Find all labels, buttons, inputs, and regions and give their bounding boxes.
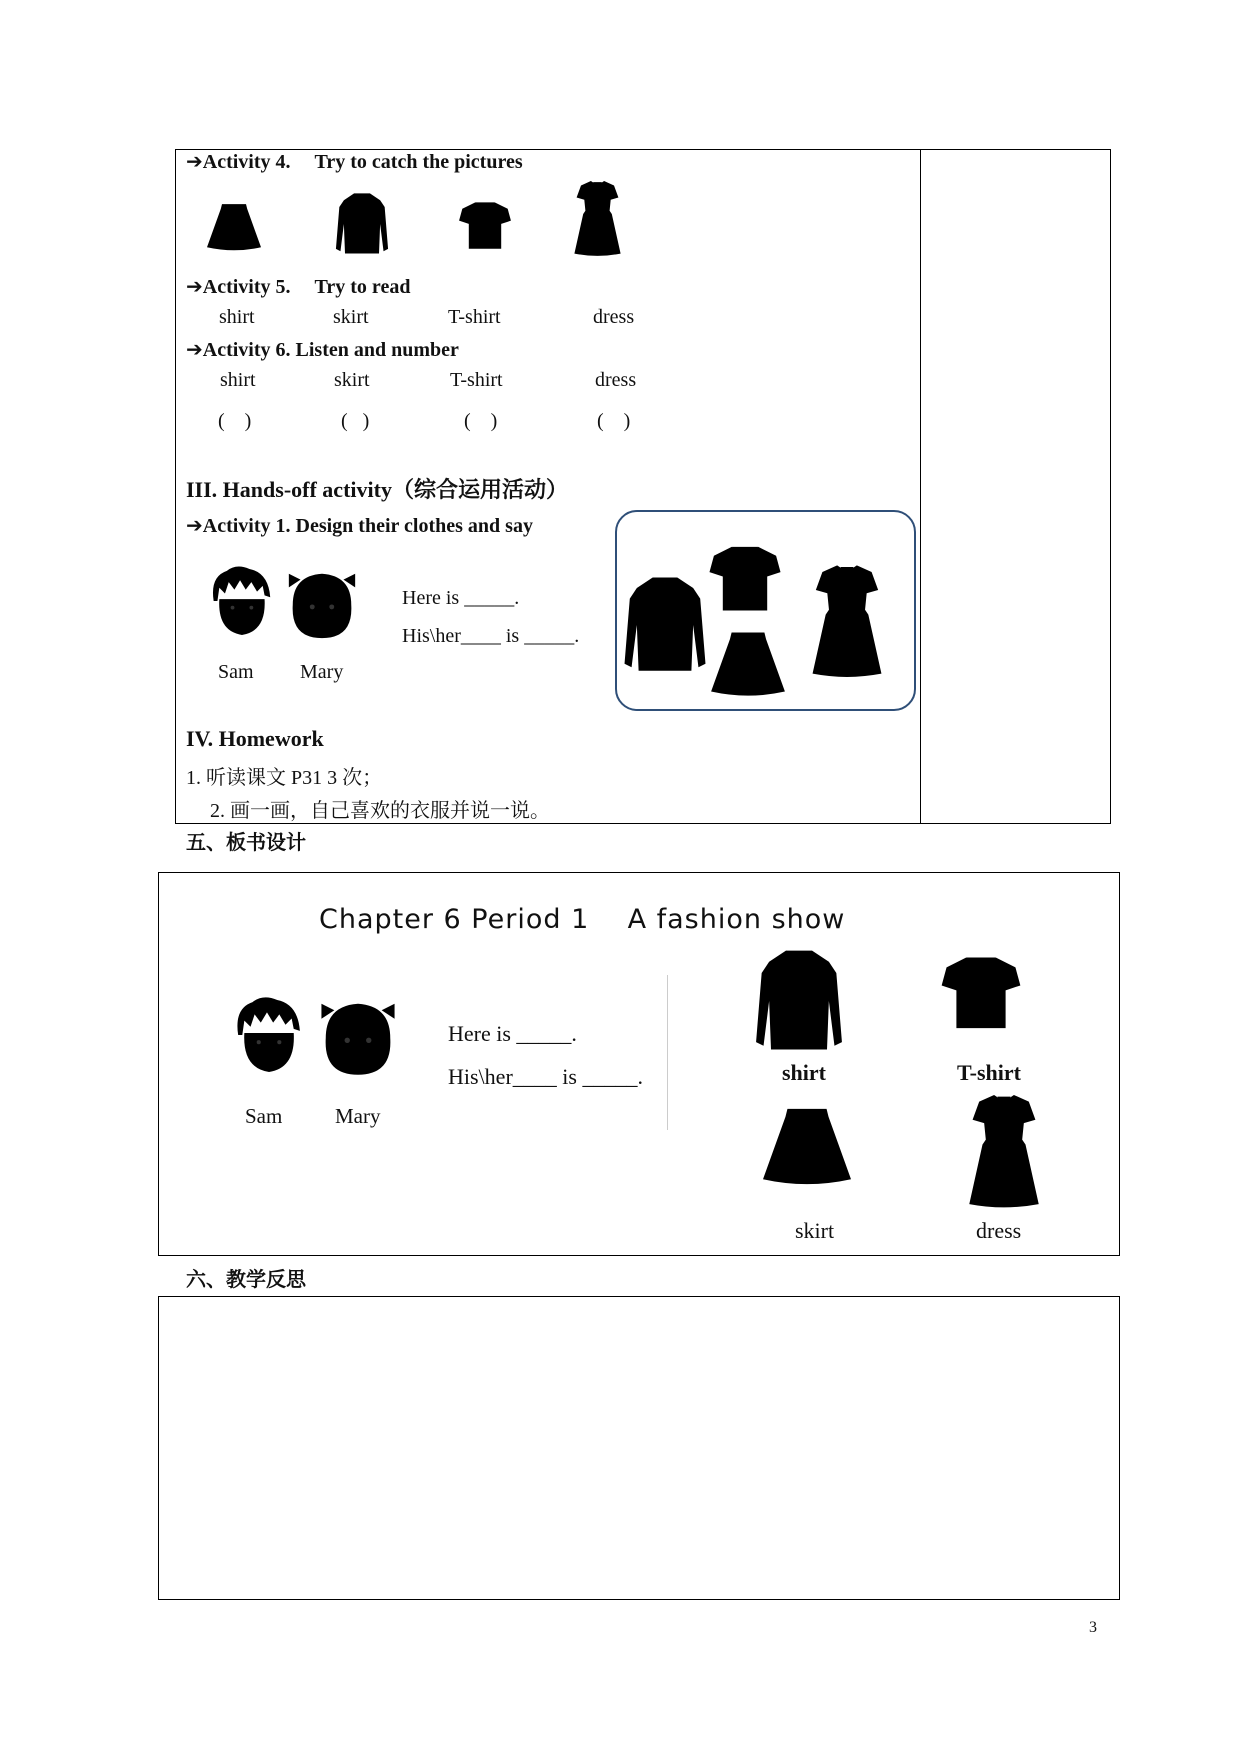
homework-heading: IV. Homework — [186, 726, 324, 751]
dress-icon — [960, 1090, 1048, 1214]
activity4-subtitle: Try to catch the pictures — [314, 151, 523, 173]
activity5-title: Activity 5. — [202, 276, 291, 298]
skirt-icon — [204, 200, 264, 255]
girl-avatar — [314, 993, 402, 1079]
boy-avatar — [208, 562, 274, 640]
activity6-word: T-shirt — [450, 369, 503, 391]
section3-activity1-text: Activity 1. Design their clothes and say — [202, 515, 533, 537]
number-blank: ( ) — [218, 410, 252, 432]
activity5-word: dress — [593, 306, 635, 328]
activity6-word: dress — [595, 369, 637, 391]
arrow-icon: ➔ — [186, 337, 203, 361]
number-blank: ( ) — [597, 410, 631, 432]
tshirt-icon — [707, 541, 783, 615]
shirt-icon — [749, 945, 849, 1057]
activity6-title: Activity 6. Listen and number — [202, 339, 459, 361]
board-section-title: 五、板书设计 — [186, 830, 306, 854]
board-label-dress: dress — [976, 1218, 1022, 1243]
activity6-word: skirt — [334, 369, 370, 391]
arrow-icon: ➔ — [186, 513, 203, 537]
table-column-divider — [920, 149, 921, 824]
activity5-heading — [186, 274, 410, 299]
reflection-box — [158, 1296, 1120, 1600]
arrow-icon: ➔ — [186, 149, 203, 173]
board-label-shirt: shirt — [782, 1060, 826, 1085]
section3-activity1 — [186, 513, 533, 538]
sentence-line2: His\her____ is _____. — [402, 625, 580, 647]
board-label-skirt: skirt — [795, 1218, 835, 1243]
tshirt-icon — [457, 198, 513, 252]
activity4-heading — [186, 149, 523, 174]
board-divider — [667, 975, 668, 1130]
girl-avatar — [282, 564, 362, 642]
tshirt-icon — [940, 950, 1022, 1034]
reflection-section-title: 六、教学反思 — [186, 1267, 306, 1291]
boy-name: Sam — [218, 661, 254, 683]
girl-name: Mary — [300, 661, 344, 683]
shirt-icon — [621, 569, 709, 681]
number-blank: ( ) — [464, 410, 498, 432]
homework-item1: 1. 听读课文 P31 3 次； — [186, 767, 383, 789]
skirt-icon — [707, 627, 789, 702]
arrow-icon: ➔ — [186, 274, 203, 298]
board-sentence-line1: Here is _____. — [448, 1021, 577, 1046]
activity6-heading — [186, 337, 459, 362]
section3-heading: III. Hands-off activity（综合运用活动） — [186, 477, 568, 502]
board-sentence-line2: His\her____ is _____. — [448, 1064, 643, 1089]
homework-item2: 2. 画一画，自己喜欢的衣服并说一说。 — [210, 800, 550, 822]
number-blank: ( ) — [341, 410, 370, 432]
board-label-tshirt: T-shirt — [957, 1060, 1021, 1085]
dress-icon — [806, 553, 888, 691]
board-title: Chapter 6 Period 1 A fashion show — [319, 904, 846, 935]
shirt-icon — [332, 190, 392, 258]
sentence-line1: Here is _____. — [402, 587, 520, 609]
activity5-word: skirt — [333, 306, 369, 328]
activity5-word: shirt — [219, 306, 255, 328]
page-number: 3 — [1089, 1619, 1097, 1636]
boy-avatar — [232, 990, 304, 1080]
skirt-icon — [758, 1103, 856, 1191]
activity4-title: Activity 4. — [202, 151, 291, 173]
board-girl-name: Mary — [335, 1104, 381, 1128]
board-boy-name: Sam — [245, 1104, 283, 1128]
activity5-subtitle: Try to read — [314, 276, 411, 298]
activity5-word: T-shirt — [448, 306, 501, 328]
dress-icon — [570, 175, 625, 263]
activity6-word: shirt — [220, 369, 256, 391]
